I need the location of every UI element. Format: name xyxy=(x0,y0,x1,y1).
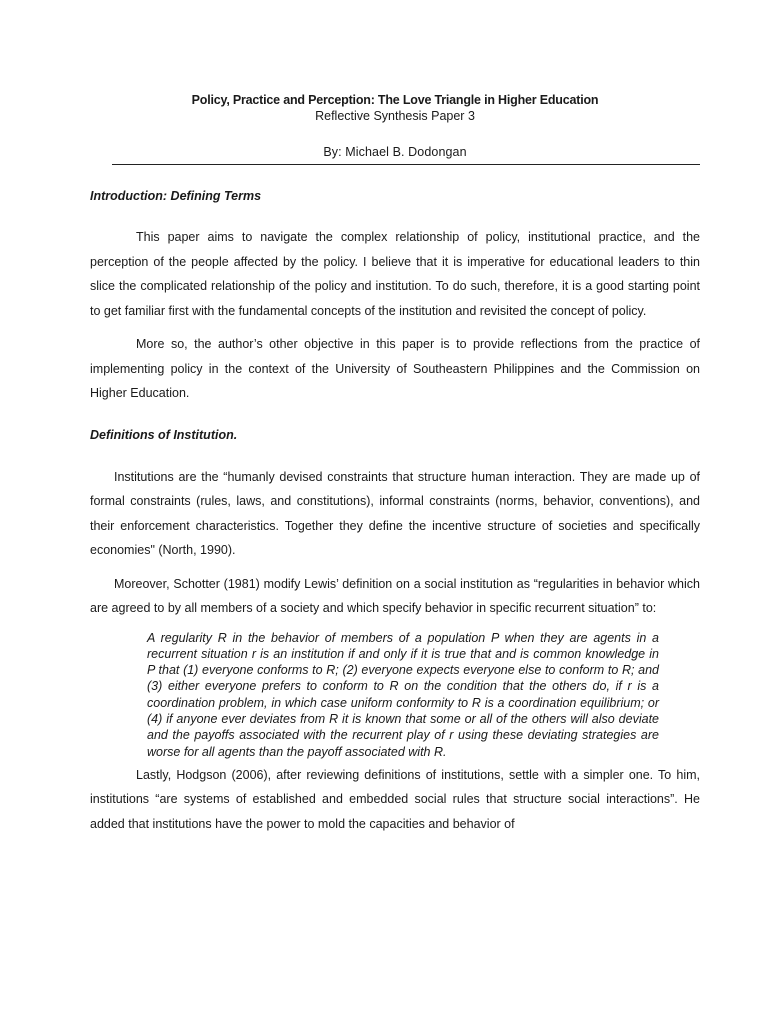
document-author: By: Michael B. Dodongan xyxy=(323,145,467,159)
paragraph: Lastly, Hodgson (2006), after reviewing definitions of institutions, settle with a simpler one. To him, institutions “are systems of established and embedded social rules that structure social interactions”. He added that institutions have the power to mold the capacities and behavior of xyxy=(90,767,700,831)
document-subtitle: Reflective Synthesis Paper 3 xyxy=(315,109,475,123)
paragraph: Institutions are the “humanly devised constraints that structure human interaction. They are made up of formal constraints (rules, laws, and constitutions), informal constraints (norms, behavior, conventions), and their enforcement characteristics. Together they define the incentive structure of societies and specifically economies" (North, 1990). xyxy=(90,469,700,557)
section-heading-institution: Definitions of Institution. xyxy=(90,427,238,442)
paragraph: This paper aims to navigate the complex relationship of policy, institutional practice, and the perception of the people affected by the policy. I believe that it is imperative for educational leaders to thin slice the complicated relationship of the policy and institution. To do such, therefore, it is a good starting point to get familiar first with the fundamental concepts of the institution and revisited the concept of policy. xyxy=(90,230,700,318)
paragraph: More so, the author’s other objective in this paper is to provide reflections from the practice of implementing policy in the context of the University of Southeastern Philippines and the Commission on Higher Education. xyxy=(90,337,700,400)
document-title: Policy, Practice and Perception: The Love Triangle in Higher Education xyxy=(191,93,599,107)
section-heading-introduction: Introduction: Defining Terms xyxy=(90,189,262,203)
document-page xyxy=(90,92,700,836)
title-divider xyxy=(112,164,700,165)
paragraph: Moreover, Schotter (1981) modify Lewis’ definition on a social institution as “regularities in behavior which are agreed to by all members of a society and which specify behavior in specific recurrent situation” to: xyxy=(90,576,700,615)
block-quote: A regularity R in the behavior of members of a population P when they are agents in a recurrent situation r is an institution if and only if it is true that and is common knowledge in P that (1) everyone conforms to R; (2) everyone expects everyone else to conform to R; and (3) either everyone prefers to conform to R on the condition that the others do, if r is a coordination problem, in which case uniform conformity to R is a coordination equilibrium; or (4) if anyone ever deviates from R it is known that some or all of the others will also deviate and the payoffs associated with the recurrent play of r using these deviating strategies are worse for all agents than the payoff associated with R. xyxy=(147,630,659,759)
